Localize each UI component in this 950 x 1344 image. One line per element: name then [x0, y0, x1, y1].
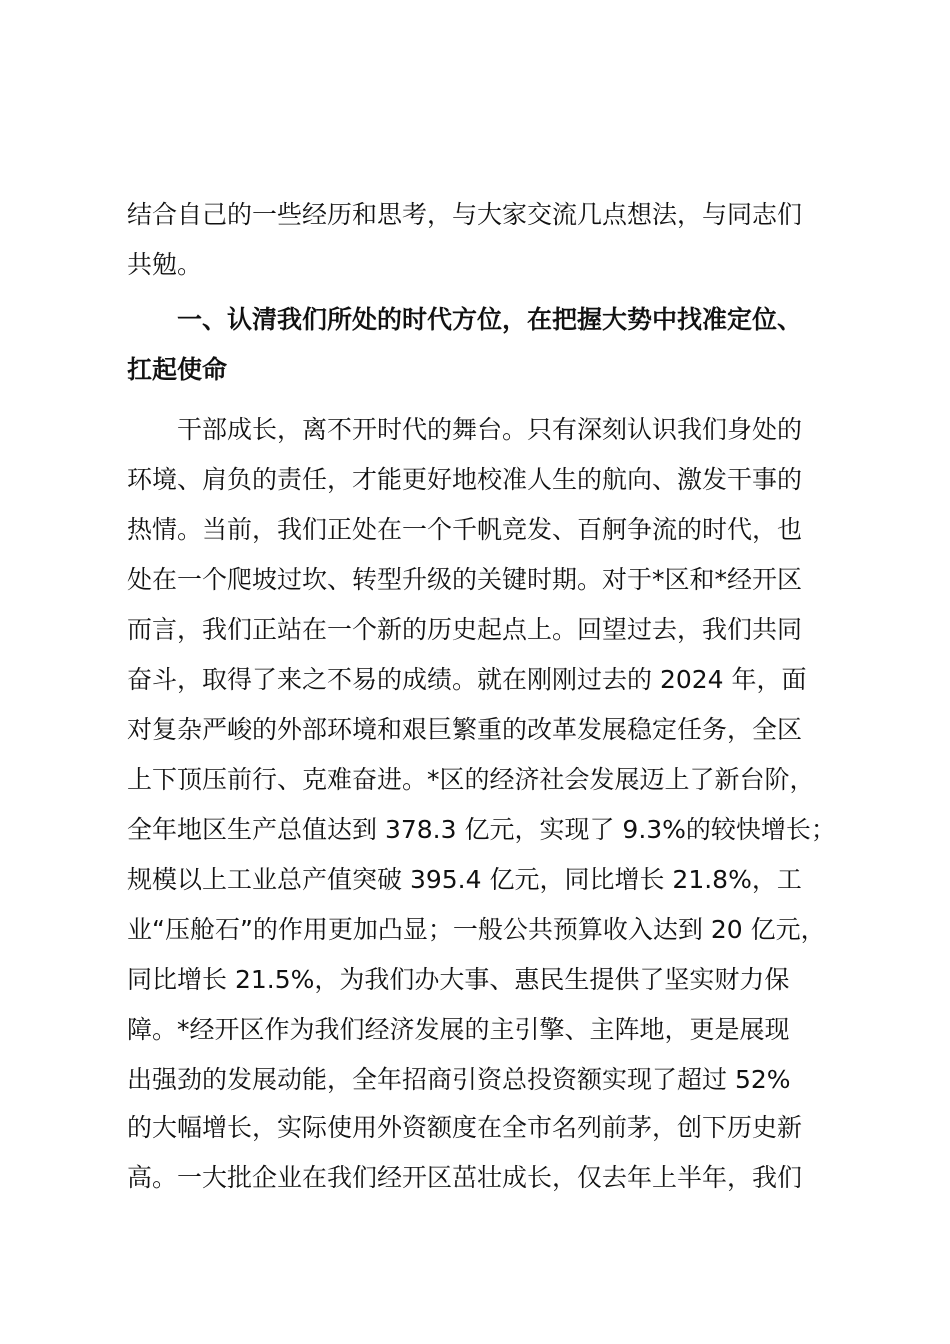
text-line: 同比增长 21.5%，为我们办大事、惠民生提供了坚实财力保 [127, 965, 790, 994]
text-line: 规模以上工业总产值突破 395.4 亿元，同比增长 21.8%，工 [127, 865, 802, 894]
text-line: 全年地区生产总值达到 378.3 亿元，实现了 9.3%的较快增长； [127, 815, 836, 844]
text-line: 热情。当前，我们正处在一个千帆竞发、百舸争流的时代，也 [127, 515, 803, 544]
section-heading: 扛起使命 [127, 355, 228, 384]
text-line: 障。*经开区作为我们经济发展的主引擎、主阵地，更是展现 [127, 1015, 790, 1044]
text-line: 高。一大批企业在我们经开区茁壮成长，仅去年上半年，我们 [127, 1163, 803, 1192]
text-line: 业“压舱石”的作用更加凸显；一般公共预算收入达到 20 亿元， [127, 915, 826, 944]
text-line: 上下顶压前行、克难奋进。*区的经济社会发展迈上了新台阶， [127, 765, 815, 794]
text-line: 奋斗，取得了来之不易的成绩。就在刚刚过去的 2024 年，面 [127, 665, 807, 694]
text-line: 出强劲的发展动能，全年招商引资总投资额实现了超过 52% [127, 1065, 791, 1094]
text-line: 而言，我们正站在一个新的历史起点上。回望过去，我们共同 [127, 615, 803, 644]
text-line: 共勉。 [127, 250, 203, 279]
text-line: 干部成长，离不开时代的舞台。只有深刻认识我们身处的 [177, 415, 803, 444]
text-line: 处在一个爬坡过坎、转型升级的关键时期。对于*区和*经开区 [127, 565, 803, 594]
text-line: 的大幅增长，实际使用外资额度在全市名列前茅，创下历史新 [127, 1113, 803, 1142]
text-line: 环境、肩负的责任，才能更好地校准人生的航向、激发干事的 [127, 465, 803, 494]
text-line: 结合自己的一些经历和思考，与大家交流几点想法，与同志们 [127, 200, 803, 229]
text-line: 对复杂严峻的外部环境和艰巨繁重的改革发展稳定任务，全区 [127, 715, 803, 744]
section-heading: 一、认清我们所处的时代方位，在把握大势中找准定位、 [177, 305, 803, 334]
